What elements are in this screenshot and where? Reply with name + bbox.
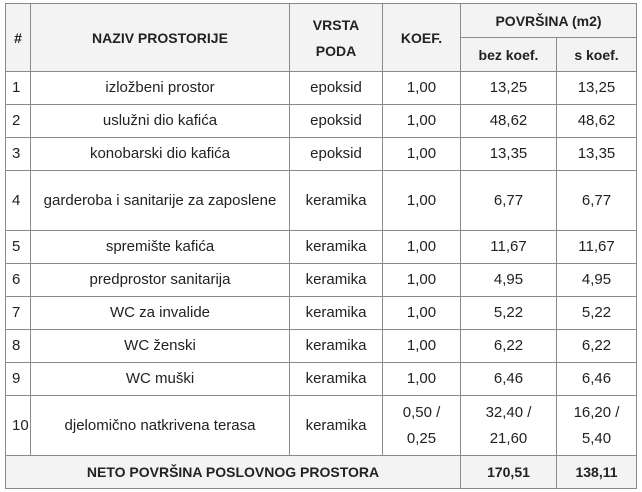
row-number: 6 bbox=[6, 264, 31, 297]
table-row bbox=[6, 297, 637, 330]
total-area-with-coef: 138,11 bbox=[557, 456, 637, 489]
area-without-coef: 6,46 bbox=[461, 363, 557, 396]
table-row bbox=[6, 72, 637, 105]
coefficient: 1,00 bbox=[383, 231, 461, 264]
area-with-coef: 4,95 bbox=[557, 264, 637, 297]
table-row bbox=[6, 138, 637, 171]
header-floor-type: VRSTA PODA bbox=[290, 4, 383, 72]
area-without-coef: 13,25 bbox=[461, 72, 557, 105]
floor-type: keramika bbox=[290, 330, 383, 363]
header-area: POVRŠINA (m2) bbox=[461, 4, 637, 38]
floor-type: keramika bbox=[290, 171, 383, 231]
row-number: 8 bbox=[6, 330, 31, 363]
table-row bbox=[6, 105, 637, 138]
table-row bbox=[6, 171, 637, 231]
room-name: izložbeni prostor bbox=[31, 72, 290, 105]
coefficient: 1,00 bbox=[383, 105, 461, 138]
room-name: konobarski dio kafića bbox=[31, 138, 290, 171]
table-row bbox=[6, 396, 637, 456]
floor-type: epoksid bbox=[290, 138, 383, 171]
area-without-coef: 13,35 bbox=[461, 138, 557, 171]
table-row bbox=[6, 363, 637, 396]
area-with-coef: 6,77 bbox=[557, 171, 637, 231]
floor-type: epoksid bbox=[290, 105, 383, 138]
table-row bbox=[6, 330, 637, 363]
coefficient: 1,00 bbox=[383, 363, 461, 396]
total-label: NETO POVRŠINA POSLOVNOG PROSTORA bbox=[6, 456, 461, 489]
header-num: # bbox=[6, 4, 31, 72]
header-area-without-coef: bez koef. bbox=[461, 38, 557, 72]
area-with-coef: 5,22 bbox=[557, 297, 637, 330]
table-row bbox=[6, 231, 637, 264]
room-name: uslužni dio kafića bbox=[31, 105, 290, 138]
room-name: WC za invalide bbox=[31, 297, 290, 330]
area-without-coef: 4,95 bbox=[461, 264, 557, 297]
row-number: 5 bbox=[6, 231, 31, 264]
area-table bbox=[5, 3, 637, 489]
row-number: 4 bbox=[6, 171, 31, 231]
floor-type: keramika bbox=[290, 297, 383, 330]
coefficient: 1,00 bbox=[383, 72, 461, 105]
header-room-name: NAZIV PROSTORIJE bbox=[31, 4, 290, 72]
area-with-coef: 11,67 bbox=[557, 231, 637, 264]
area-without-coef: 48,62 bbox=[461, 105, 557, 138]
floor-type: epoksid bbox=[290, 72, 383, 105]
room-name: predprostor sanitarija bbox=[31, 264, 290, 297]
coefficient: 1,00 bbox=[383, 171, 461, 231]
floor-type: keramika bbox=[290, 231, 383, 264]
room-name: garderoba i sanitarije za zaposlene bbox=[31, 171, 290, 231]
row-number: 9 bbox=[6, 363, 31, 396]
coefficient: 1,00 bbox=[383, 138, 461, 171]
room-name: WC ženski bbox=[31, 330, 290, 363]
area-with-coef: 6,46 bbox=[557, 363, 637, 396]
table-row bbox=[6, 264, 637, 297]
header-area-with-coef: s koef. bbox=[557, 38, 637, 72]
area-without-coef: 32,40 / 21,60 bbox=[461, 396, 557, 456]
area-without-coef: 6,22 bbox=[461, 330, 557, 363]
area-without-coef: 6,77 bbox=[461, 171, 557, 231]
header-coefficient: KOEF. bbox=[383, 4, 461, 72]
area-with-coef: 13,25 bbox=[557, 72, 637, 105]
coefficient: 1,00 bbox=[383, 264, 461, 297]
row-number: 3 bbox=[6, 138, 31, 171]
coefficient: 1,00 bbox=[383, 297, 461, 330]
area-without-coef: 11,67 bbox=[461, 231, 557, 264]
area-with-coef: 48,62 bbox=[557, 105, 637, 138]
floor-type: keramika bbox=[290, 363, 383, 396]
area-with-coef: 16,20 / 5,40 bbox=[557, 396, 637, 456]
coefficient: 0,50 / 0,25 bbox=[383, 396, 461, 456]
area-without-coef: 5,22 bbox=[461, 297, 557, 330]
room-name: spremište kafića bbox=[31, 231, 290, 264]
coefficient: 1,00 bbox=[383, 330, 461, 363]
room-name: djelomično natkrivena terasa bbox=[31, 396, 290, 456]
row-number: 10 bbox=[6, 396, 31, 456]
total-area-without-coef: 170,51 bbox=[461, 456, 557, 489]
total-row bbox=[6, 456, 637, 489]
row-number: 7 bbox=[6, 297, 31, 330]
room-name: WC muški bbox=[31, 363, 290, 396]
floor-type: keramika bbox=[290, 396, 383, 456]
floor-type: keramika bbox=[290, 264, 383, 297]
area-with-coef: 6,22 bbox=[557, 330, 637, 363]
area-with-coef: 13,35 bbox=[557, 138, 637, 171]
row-number: 2 bbox=[6, 105, 31, 138]
row-number: 1 bbox=[6, 72, 31, 105]
